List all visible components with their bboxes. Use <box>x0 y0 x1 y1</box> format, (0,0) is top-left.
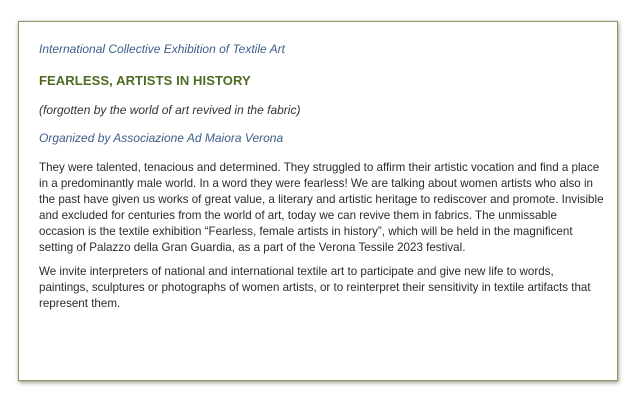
invitation-paragraph: We invite interpreters of national and international textile art to participate and give new life to words, paintings, sculptures or photographs of women artists, or to reinterpret their sensitivity in textile artifacts that represent them. <box>39 265 591 311</box>
organizer-line: Organized by Associazione Ad Maiora Verona <box>39 131 284 145</box>
announcement-content <box>39 42 605 312</box>
intro-paragraph: They were talented, tenacious and determined. They struggled to affirm their artistic vocation and find a place in a predominantly male world. In a word they were fearless! We are talking about women artists who also in the past have given us works of great value, a literary and artistic heritage to rediscover and promote. Invisible and excluded for centuries from the world of art, today we can revive them in fabrics. The unmissable occasion is the textile exhibition “Fearless, female artists in history”, which will be held in the magnificent setting of Palazzo della Gran Guardia, as a part of the Verona Tessile 2023 festival. <box>39 161 604 254</box>
announcement-frame <box>18 21 618 381</box>
exhibition-tagline: (forgotten by the world of art revived in the fabric) <box>39 103 301 117</box>
exhibition-subtitle: International Collective Exhibition of Textile Art <box>39 42 285 56</box>
exhibition-title: FEARLESS, ARTISTS IN HISTORY <box>39 73 251 88</box>
